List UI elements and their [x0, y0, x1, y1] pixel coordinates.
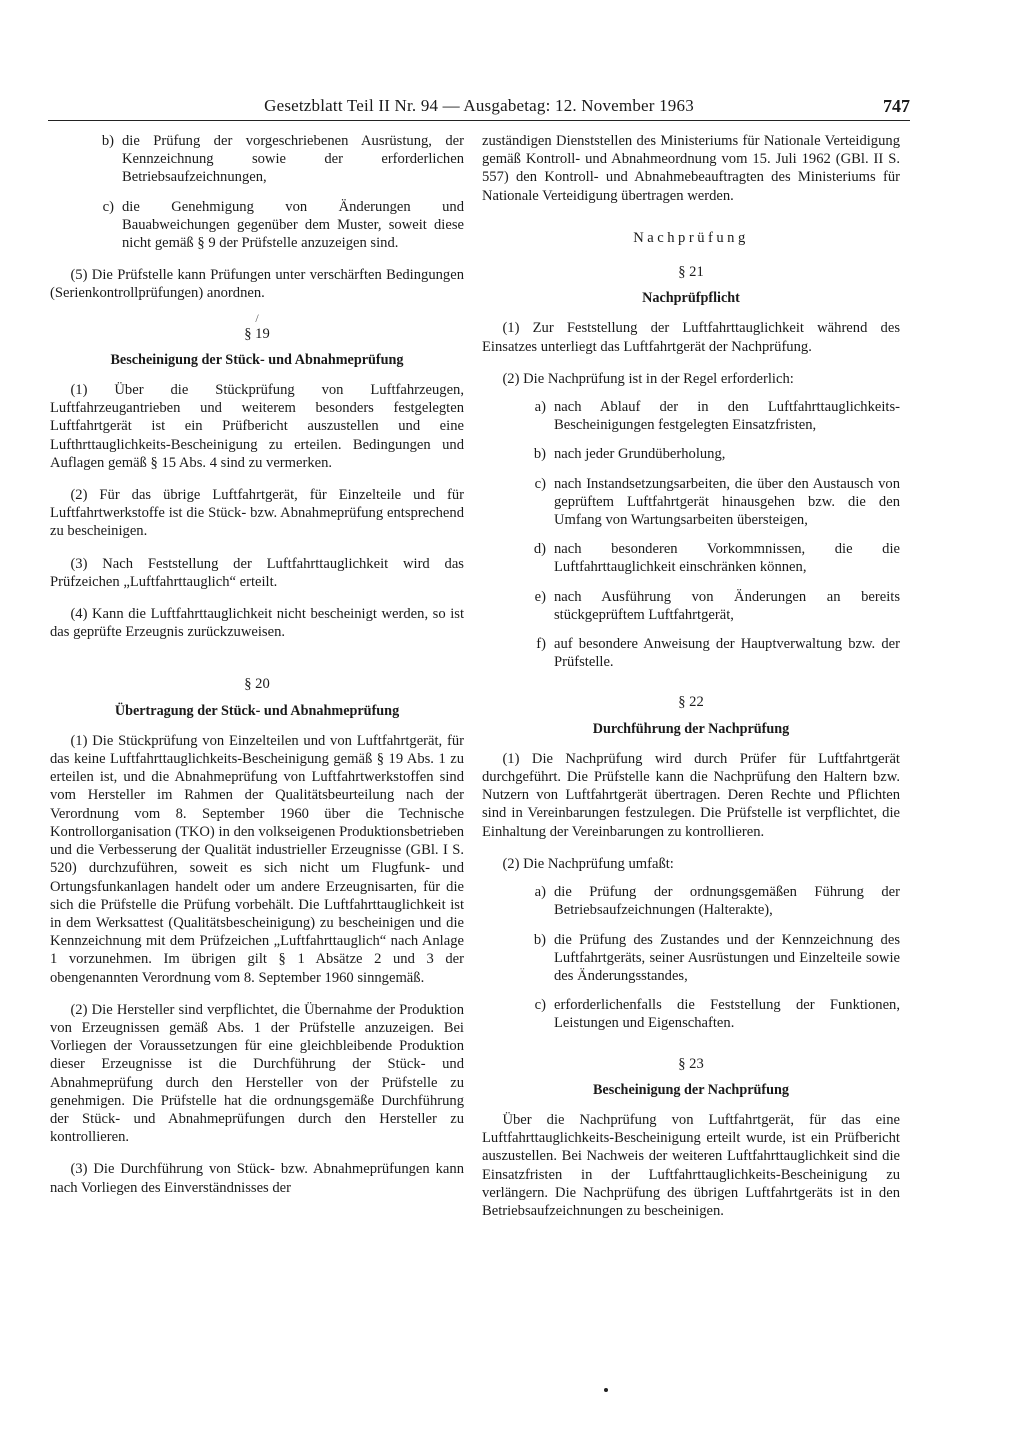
- list-requirements: [482, 398, 900, 671]
- list-item: [518, 540, 900, 576]
- list-left-top: [50, 132, 464, 252]
- list-item: [86, 198, 464, 253]
- section-heading: Übertragung der Stück- und Abnahmeprüfung: [114, 702, 400, 719]
- item-label: c): [102, 198, 114, 215]
- chapter-title: Nachprüfung: [633, 229, 749, 246]
- list-scope: [482, 883, 900, 1032]
- paragraph: (1) Die Stückprüfung von Einzelteilen und von Luftfahrtgerät, für das keine Luftfahrttauglichkeits-Bescheinigung gemäß § 19 Abs. 1 zu erteilen ist, und die Abnahmeprüfung von Luftfahrtwerkstoffen sind vom Hersteller im Rahmen der Qualitätsbeurteilung nach der Verordnung vom 8. September 1960 über die Technische Kontrollorganisation (TKO) in den volkseigenen Produktionsbetrieben und die Verbesserung der Qualität industrieller Erzeugnisse (GBl. I S. 520) durchzuführen, soweit es sich nicht um Flugfunk- und Ortungsfunkanlagen handelt oder um andere Erzeugnisarten, für die sich die Prüfstelle die Prüfung vorbehält. Die Luftfahrttauglichkeit ist in dem Werksattest (Qualitätsbescheinigung) zu bescheinigen und die Kennzeichnung mit dem Prüfzeichen „Luftfahrttauglich“ nach Anlage 1 vorzunehmen. Im übrigen gilt § 1 Absätze 2 und 3 der obengenannten Verordnung vom 8. September 1960 sinngemäß.: [50, 732, 464, 986]
- section-heading: Nachprüfpflicht: [642, 290, 740, 307]
- item-label: f): [536, 636, 546, 653]
- paragraph-continuation: zuständigen Dienststellen des Ministeriums für Nationale Verteidigung gemäß Kontroll- und Abnahmeordnung vom 15. Juli 1962 (GBl. II S. 557) den Kontroll- und Abnahmebeauftragten des Ministeriums für Nationale Verteidigung übertragen werden.: [482, 133, 900, 204]
- list-item: [518, 398, 900, 434]
- paragraph: (3) Nach Feststellung der Luftfahrttauglichkeit wird das Prüfzeichen „Luftfahrttauglich“ erteilt.: [50, 555, 464, 590]
- paragraph: (5) Die Prüfstelle kann Prüfungen unter verschärften Bedingungen (Serienkontrollprüfungen) anordnen.: [50, 267, 464, 302]
- left-column: [50, 132, 464, 1197]
- section-heading: Bescheinigung der Stück- und Abnahmeprüfung: [110, 351, 404, 368]
- item-label: a): [534, 399, 546, 416]
- page-number: 747: [883, 96, 910, 116]
- item-label: d): [533, 541, 546, 558]
- paragraph: (1) Über die Stückprüfung von Luftfahrzeugen, Luftfahrzeugantrieben und weiterem besonders festgelegten Luftfahrtgerät ist ein Prüfbericht auszustellen und eine Lufthrttauglichkeits-Bescheinigung zu erteilen. Bedingungen und Auflagen gemäß § 15 Abs. 4 sind zu vermerken.: [50, 382, 464, 471]
- item-text: nach Instandsetzungsarbeiten, die über den Austausch von geprüftem Luftfahrtgerät hinausgehen bzw. die den Umfang von Wartungsarbeiten übersteigen,: [554, 475, 900, 529]
- paragraph: (2) Für das übrige Luftfahrtgerät, für Einzelteile und für Luftfahrtwerkstoffe ist die Stück- bzw. Abnahmeprüfung entsprechend zu bescheinigen.: [50, 487, 464, 540]
- section-heading: Bescheinigung der Nachprüfung: [592, 1081, 790, 1098]
- item-text: nach jeder Grundüberholung,: [554, 446, 726, 463]
- paragraph: (1) Zur Feststellung der Luftfahrttauglichkeit während des Einsatzes unterliegt das Luftfahrtgerät der Nachprüfung.: [482, 320, 900, 355]
- item-label: c): [534, 997, 546, 1014]
- list-item: [518, 588, 900, 624]
- list-item: [518, 996, 900, 1032]
- stray-dot: [604, 1388, 608, 1392]
- list-item: [518, 475, 900, 530]
- item-text: nach Ablauf der in den Luftfahrttauglichkeits-Bescheinigungen festgelegten Einsatzfristen,: [554, 399, 900, 434]
- list-item: [518, 635, 900, 671]
- section-number: § 20: [244, 676, 270, 693]
- right-column: [482, 132, 900, 1220]
- item-text: erforderlichenfalls die Feststellung der Funktionen, Leistungen und Eigenschaften.: [554, 997, 900, 1032]
- item-text: nach Ausführung von Änderungen an bereits stückgeprüftem Luftfahrtgerät,: [554, 588, 900, 623]
- paragraph: (2) Die Nachprüfung umfaßt:: [502, 855, 674, 872]
- paragraph: (2) Die Hersteller sind verpflichtet, die Übernahme der Produktion von Erzeugnissen gemäß Abs. 1 der Prüfstelle anzuzeigen. Bei Vorliegen der Voraussetzungen für eine gleichbleibende Produktion dieser Erzeugnisse ist die Durchführung der Stück- und Abnahmeprüfung durch den Hersteller von der Prüfstelle zu genehmigen. Die Prüfstelle hat die ordnungsgemäße Durchführung der Stück- und Abnahmeprüfungen durch den Hersteller zu kontrollieren.: [50, 1001, 464, 1146]
- item-text: auf besondere Anweisung der Hauptverwaltung bzw. der Prüfstelle.: [554, 636, 900, 671]
- item-label: b): [533, 446, 546, 463]
- header-title: Gesetzblatt Teil II Nr. 94 — Ausgabetag: 12. November 1963: [264, 96, 694, 115]
- item-label: a): [534, 884, 546, 901]
- list-item: [518, 931, 900, 986]
- item-text: die Genehmigung von Änderungen und Bauabweichungen gegenüber dem Muster, soweit diese nicht gemäß § 9 der Prüfstelle anzuzeigen sind.: [122, 198, 464, 252]
- item-text: nach besonderen Vorkommnissen, die die Luftfahrttauglichkeit einschränken können,: [554, 541, 900, 576]
- section-heading: Durchführung der Nachprüfung: [592, 720, 790, 737]
- item-label: e): [534, 588, 546, 605]
- item-text: die Prüfung der vorgeschriebenen Ausrüstung, der Kennzeichnung sowie der erforderlichen Betriebsaufzeichnungen,: [122, 133, 464, 186]
- item-label: b): [101, 133, 114, 149]
- section-number: § 19: [244, 325, 270, 342]
- item-label: c): [534, 475, 546, 492]
- item-text: die Prüfung der ordnungsgemäßen Führung der Betriebsaufzeichnungen (Halterakte),: [554, 884, 900, 919]
- list-item: [86, 132, 464, 187]
- page-header: [48, 90, 910, 121]
- item-text: die Prüfung des Zustandes und der Kennzeichnung des Luftfahrtgeräts, seiner Ausrüstungen und Einzelteile sowie des Änderungsstandes,: [554, 931, 900, 984]
- stray-mark: /: [255, 310, 259, 325]
- paragraph: (3) Die Durchführung von Stück- bzw. Abnahmeprüfungen kann nach Vorliegen des Einverständnisses der: [50, 1161, 464, 1196]
- item-label: b): [533, 931, 546, 948]
- list-item: [518, 445, 900, 463]
- section-number: § 22: [678, 694, 704, 711]
- paragraph: (4) Kann die Luftfahrttauglichkeit nicht bescheinigt werden, so ist das geprüfte Erzeugnis zurückzuweisen.: [50, 606, 464, 641]
- paragraph: (2) Die Nachprüfung ist in der Regel erforderlich:: [502, 370, 794, 387]
- section-number: § 21: [678, 264, 704, 281]
- section-number: § 23: [678, 1055, 704, 1072]
- paragraph: Über die Nachprüfung von Luftfahrtgerät, für das eine Luftfahrttauglichkeits-Bescheinigung erteilt wurde, ist ein Prüfbericht auszustellen. Bei Nachweis der weiteren Luftfahrttauglichkeit sind die Einsatzfristen in der Luftfahrttauglichkeits-Bescheinigung zu verlängern. Die Nachprüfung des übrigen Luftfahrtgeräts ist in den Betriebsaufzeichnungen zu bescheinigen.: [482, 1111, 900, 1219]
- paragraph: (1) Die Nachprüfung wird durch Prüfer für Luftfahrtgerät durchgeführt. Die Prüfstelle kann die Nachprüfung den Haltern bzw. Nutzern von Luftfahrtgerät übertragen. Deren Rechte und Pflichten sind in Vereinbarungen festzulegen. Die Prüfstelle ist verpflichtet, die Einhaltung der Vereinbarungen zu kontrollieren.: [482, 750, 900, 840]
- list-item: [518, 883, 900, 919]
